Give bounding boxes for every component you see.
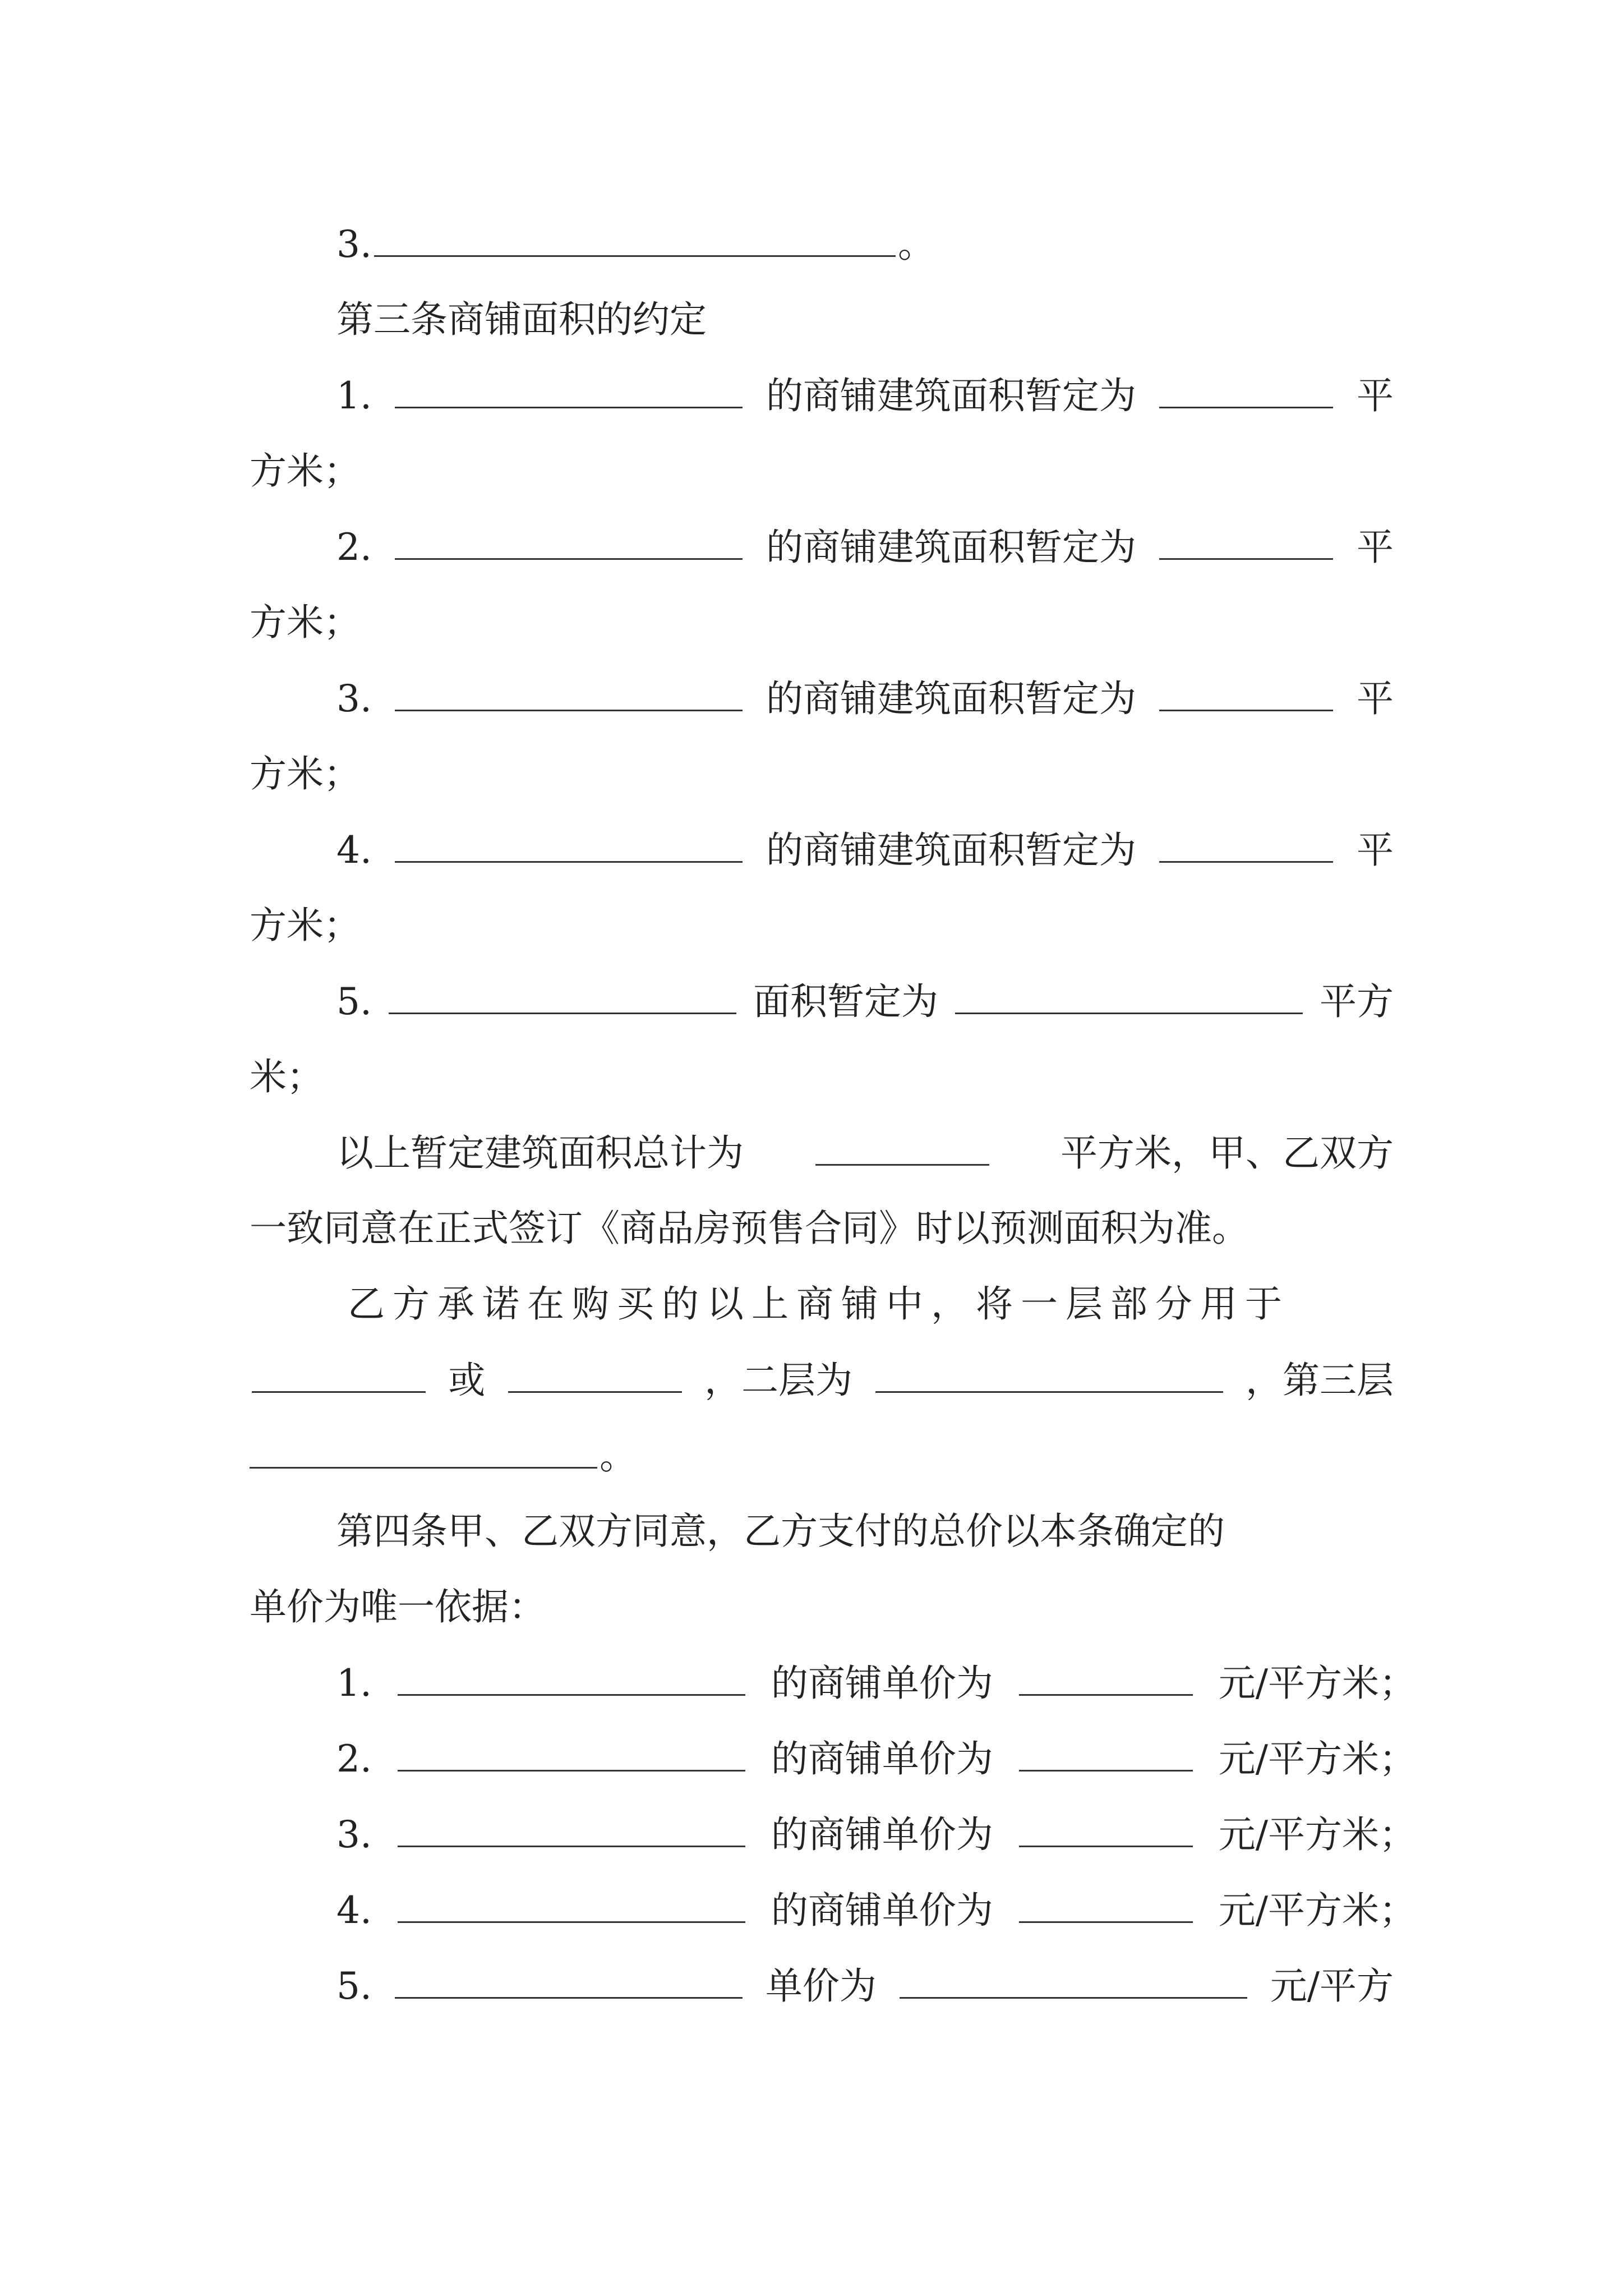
unit-text: 米； bbox=[250, 1055, 324, 1098]
item-text: 面积暂定为 bbox=[753, 980, 938, 1023]
item-text: 的商铺建筑面积暂定为 bbox=[766, 829, 1136, 872]
area-value-blank bbox=[1159, 670, 1333, 711]
usage-line-1 bbox=[348, 1276, 1394, 1332]
item-number: 4. bbox=[336, 829, 372, 872]
heading-text: 第三条商铺面积的约定 bbox=[336, 298, 707, 341]
price-item-4 bbox=[336, 1882, 1416, 1938]
unit-price-blank bbox=[900, 1958, 1247, 1999]
article-4-line-1 bbox=[336, 1503, 1394, 1559]
usage-line-3 bbox=[250, 1428, 1394, 1484]
second-floor-blank bbox=[875, 1352, 1223, 1393]
item-number: 5. bbox=[336, 1964, 372, 2008]
unit-text: 方米； bbox=[250, 752, 361, 795]
shop-name-blank bbox=[389, 973, 736, 1014]
area-item-2-tail bbox=[250, 595, 1394, 651]
item-end: 平 bbox=[1356, 829, 1394, 872]
unit-price-blank bbox=[1019, 1731, 1193, 1772]
unit-text: 方米； bbox=[250, 904, 361, 947]
area-item-3-tail bbox=[250, 746, 1394, 802]
item-text: 的商铺单价为 bbox=[771, 1737, 993, 1780]
item-end: 平方 bbox=[1319, 980, 1394, 1023]
item-end: 平 bbox=[1356, 374, 1394, 417]
item-end: 元/平方米； bbox=[1218, 1889, 1416, 1932]
item-number: 3. bbox=[336, 223, 372, 266]
price-item-2 bbox=[336, 1731, 1416, 1787]
item-number: 4. bbox=[336, 1889, 372, 1932]
area-item-1-tail bbox=[250, 443, 1394, 499]
item-number: 3. bbox=[336, 1813, 372, 1856]
item-3-line bbox=[336, 216, 1394, 272]
item-text: 的商铺建筑面积暂定为 bbox=[766, 374, 1136, 417]
item-number: 2. bbox=[336, 1737, 372, 1780]
paragraph-text: 以上暂定建筑面积总计为 bbox=[336, 1131, 744, 1175]
item-number: 2. bbox=[336, 526, 372, 569]
price-item-3 bbox=[336, 1806, 1416, 1862]
paragraph-text: ，二层为 bbox=[704, 1359, 853, 1402]
area-value-blank bbox=[955, 973, 1303, 1014]
item-number: 5. bbox=[336, 980, 372, 1023]
unit-text: 方米； bbox=[250, 601, 361, 644]
unit-price-blank bbox=[1019, 1882, 1193, 1923]
area-item-4 bbox=[336, 822, 1394, 878]
area-item-2 bbox=[336, 519, 1394, 575]
area-item-1 bbox=[336, 367, 1394, 424]
item-number: 1. bbox=[336, 1662, 372, 1705]
usage-blank bbox=[252, 1352, 426, 1393]
area-item-3 bbox=[336, 670, 1394, 726]
area-value-blank bbox=[1159, 822, 1333, 863]
price-item-5 bbox=[336, 1958, 1394, 2014]
total-area-line-2 bbox=[250, 1200, 1394, 1257]
item-number: 1. bbox=[336, 374, 372, 417]
area-value-blank bbox=[1159, 519, 1333, 560]
unit-price-blank bbox=[1019, 1806, 1193, 1847]
paragraph-text: 单价为唯一依据： bbox=[250, 1585, 546, 1628]
item-end: 平 bbox=[1356, 526, 1394, 569]
article-3-heading bbox=[336, 292, 1394, 348]
item-end: 元/平方 bbox=[1270, 1964, 1394, 2008]
article-4-line-2 bbox=[250, 1579, 1394, 1635]
item-text: 的商铺建筑面积暂定为 bbox=[766, 677, 1136, 720]
shop-name-blank bbox=[395, 670, 743, 711]
usage-line-2 bbox=[250, 1352, 1394, 1408]
shop-name-blank bbox=[395, 1958, 743, 1999]
paragraph-text: 平方米，甲、乙双方 bbox=[1061, 1131, 1394, 1175]
line-end: 。 bbox=[600, 1434, 637, 1478]
area-item-5 bbox=[336, 973, 1394, 1029]
unit-text: 方米； bbox=[250, 449, 361, 493]
item-text: 的商铺单价为 bbox=[771, 1889, 993, 1932]
item-end: 元/平方米； bbox=[1218, 1737, 1416, 1780]
shop-name-blank bbox=[398, 1655, 745, 1696]
item-text: 的商铺单价为 bbox=[771, 1662, 993, 1705]
total-area-line bbox=[336, 1125, 1394, 1181]
total-area-blank bbox=[815, 1125, 989, 1166]
area-item-5-tail bbox=[250, 1049, 1394, 1105]
third-floor-blank bbox=[250, 1428, 597, 1469]
paragraph-text: 第四条甲、乙双方同意，乙方支付的总价以本条确定的 bbox=[336, 1510, 1225, 1553]
item-end: 元/平方米； bbox=[1218, 1662, 1416, 1705]
shop-name-blank bbox=[398, 1882, 745, 1923]
unit-price-blank bbox=[1019, 1655, 1193, 1696]
item-end: 平 bbox=[1356, 677, 1394, 720]
item-text: 的商铺单价为 bbox=[771, 1813, 993, 1856]
item-number: 3. bbox=[336, 677, 372, 720]
usage-blank bbox=[508, 1352, 682, 1393]
price-item-1 bbox=[336, 1655, 1416, 1711]
fill-blank bbox=[374, 216, 896, 257]
area-value-blank bbox=[1159, 367, 1333, 408]
paragraph-text: ，第三层 bbox=[1245, 1359, 1394, 1402]
shop-name-blank bbox=[395, 822, 743, 863]
line-end: 。 bbox=[897, 223, 935, 266]
item-text: 单价为 bbox=[765, 1964, 877, 2008]
shop-name-blank bbox=[398, 1731, 745, 1772]
paragraph-text: 或 bbox=[448, 1359, 486, 1402]
shop-name-blank bbox=[398, 1806, 745, 1847]
shop-name-blank bbox=[395, 367, 743, 408]
item-end: 元/平方米； bbox=[1218, 1813, 1416, 1856]
area-item-4-tail bbox=[250, 898, 1394, 954]
paragraph-text: 一致同意在正式签订《商品房预售合同》时以预测面积为准。 bbox=[250, 1207, 1249, 1250]
shop-name-blank bbox=[395, 519, 743, 560]
item-text: 的商铺建筑面积暂定为 bbox=[766, 526, 1136, 569]
paragraph-text: 乙方承诺在购买的以上商铺中，将一层部分用于 bbox=[348, 1282, 1290, 1326]
